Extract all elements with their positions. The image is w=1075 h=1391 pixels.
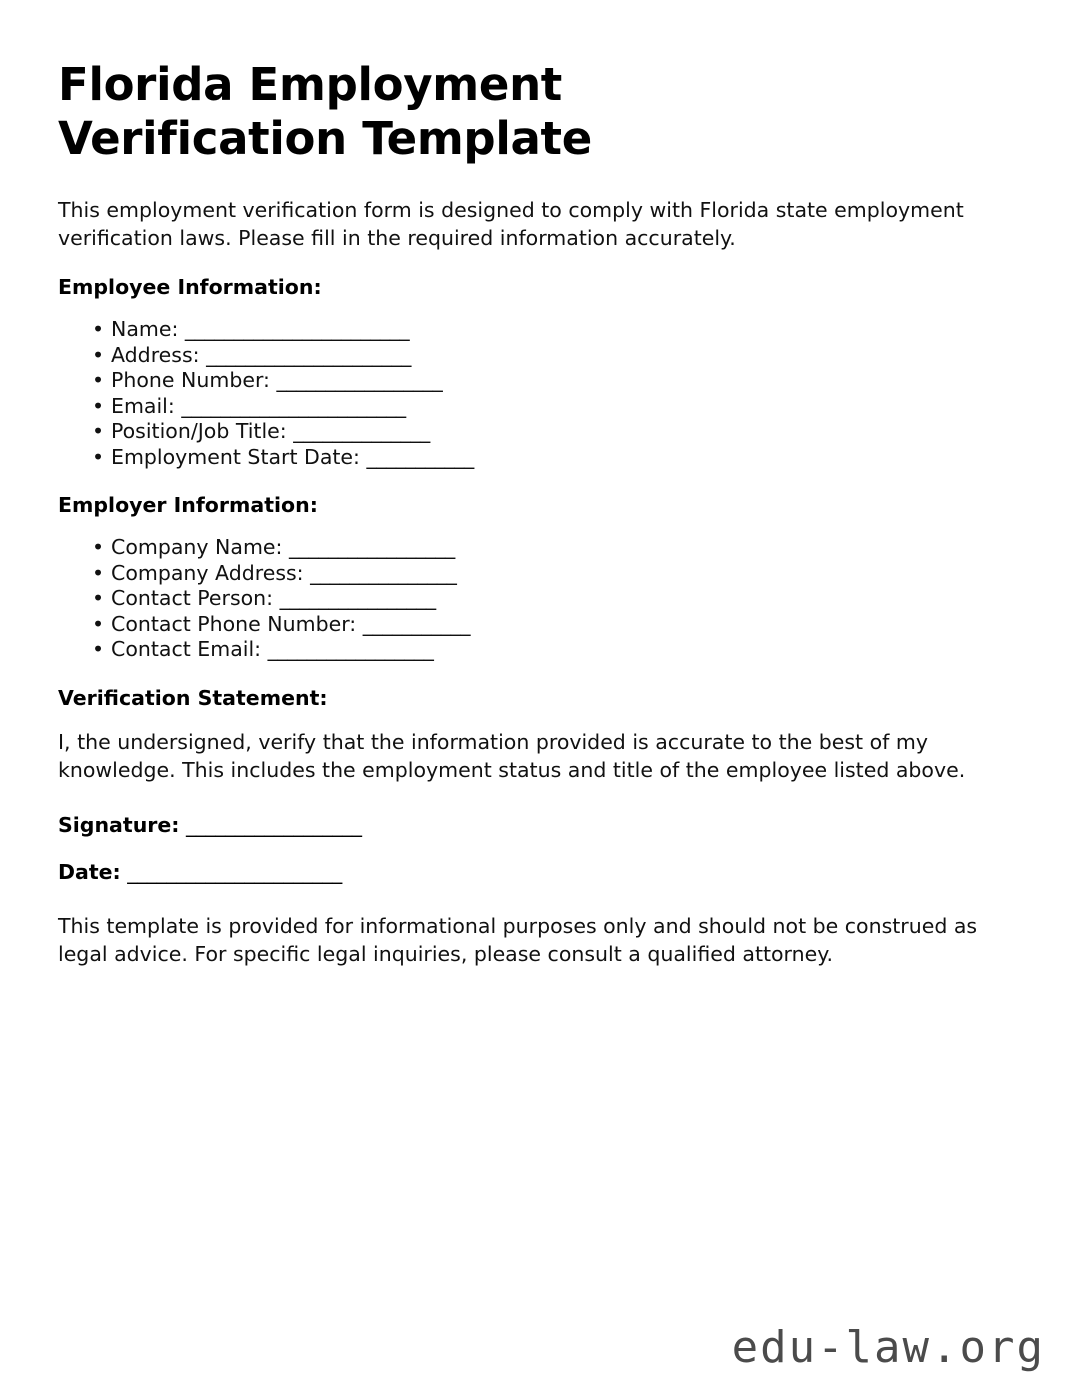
- signature-label: Signature:: [58, 812, 180, 837]
- bullet-icon: •: [92, 342, 105, 367]
- bullet-icon: •: [92, 560, 105, 585]
- list-item: [58, 586, 1006, 612]
- list-item: [58, 419, 1006, 445]
- list-item: [58, 637, 1006, 663]
- list-item: [58, 343, 1006, 369]
- field-label: Company Address:: [111, 560, 304, 585]
- field-blank[interactable]: _____________________: [206, 342, 411, 367]
- verification-statement-text: I, the undersigned, verify that the information provided is accurate to the best of my knowledge. This includes the employment status and title of the employee listed above.: [58, 729, 966, 782]
- date-label: Date:: [58, 859, 121, 884]
- bullet-icon: •: [92, 637, 105, 661]
- bullet-icon: •: [92, 444, 105, 469]
- field-label: Email:: [111, 393, 175, 418]
- field-label: Employment Start Date:: [111, 444, 360, 469]
- field-label: Phone Number:: [111, 368, 270, 392]
- list-item: [58, 612, 1006, 638]
- field-label: Name:: [111, 317, 179, 341]
- bullet-icon: •: [92, 586, 105, 610]
- field-blank[interactable]: _______________________: [184, 317, 410, 341]
- field-blank[interactable]: ________________: [279, 586, 436, 610]
- field-label: Contact Phone Number:: [111, 611, 357, 636]
- bullet-icon: •: [92, 368, 105, 392]
- bullet-icon: •: [92, 317, 105, 341]
- date-line: [58, 859, 1006, 886]
- signature-blank[interactable]: __________________: [186, 812, 362, 837]
- verification-statement-heading: Verification Statement:: [58, 685, 328, 710]
- employee-information-list: [58, 317, 1006, 470]
- list-item: [58, 535, 1006, 561]
- field-label: Contact Email:: [111, 637, 262, 661]
- date-blank[interactable]: ______________________: [127, 859, 342, 884]
- bullet-icon: •: [92, 419, 105, 443]
- bullet-icon: •: [92, 393, 105, 418]
- field-label: Contact Person:: [111, 586, 274, 610]
- footer-watermark: edu-law.org: [731, 1322, 1045, 1373]
- document-content: [58, 58, 1006, 990]
- employer-information-heading: Employer Information:: [58, 493, 318, 517]
- signature-line: [58, 812, 1006, 839]
- field-blank[interactable]: ______________: [293, 419, 430, 443]
- field-blank[interactable]: _______________: [310, 560, 457, 585]
- list-item: [58, 317, 1006, 343]
- list-item: [58, 368, 1006, 394]
- field-label: Position/Job Title:: [111, 419, 287, 443]
- employer-information-list: [58, 535, 1006, 663]
- list-item: [58, 445, 1006, 471]
- field-blank[interactable]: _______________________: [181, 393, 406, 418]
- page-title: Florida Employment Verification Template: [58, 58, 592, 165]
- field-blank[interactable]: _________________: [288, 535, 455, 559]
- disclaimer-paragraph: This template is provided for informational purposes only and should not be construed as legal advice. For specific legal inquiries, please consult a qualified attorney.: [58, 913, 978, 966]
- intro-paragraph: This employment verification form is designed to comply with Florida state employment verification laws. Please fill in the required information accurately.: [58, 198, 964, 250]
- list-item: [58, 394, 1006, 420]
- field-blank[interactable]: ___________: [366, 444, 474, 469]
- field-blank[interactable]: _________________: [267, 637, 434, 661]
- field-label: Address:: [111, 342, 200, 367]
- list-item: [58, 561, 1006, 587]
- bullet-icon: •: [92, 611, 105, 636]
- employee-information-heading: Employee Information:: [58, 275, 322, 299]
- bullet-icon: •: [92, 535, 105, 559]
- field-blank[interactable]: ___________: [362, 611, 470, 636]
- field-blank[interactable]: _________________: [276, 368, 443, 392]
- field-label: Company Name:: [111, 535, 283, 559]
